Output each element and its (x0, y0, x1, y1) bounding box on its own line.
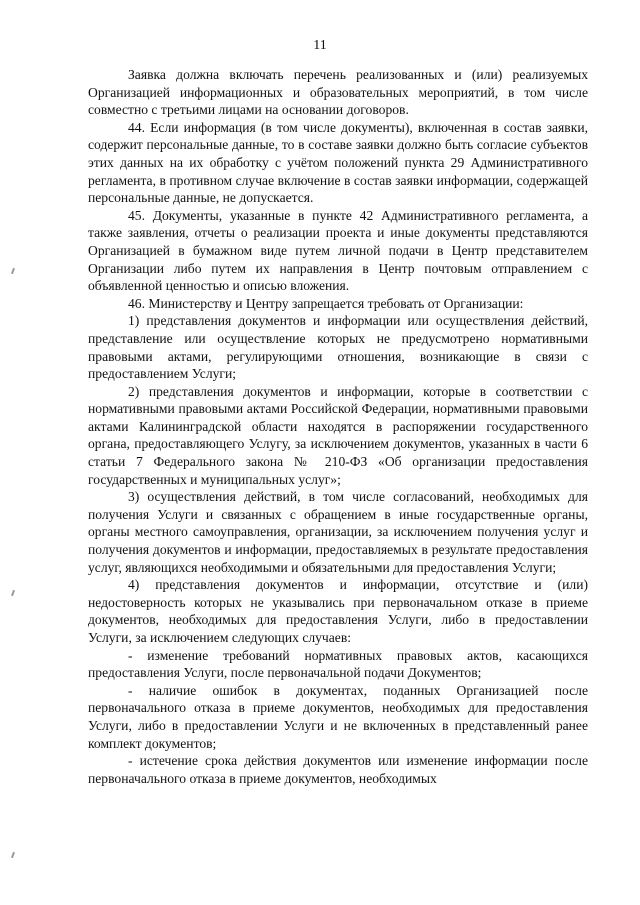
paragraph-46: 46. Министерству и Центру запрещается требовать от Организации: (128, 295, 524, 311)
paragraph-45: 45. Документы, указанные в пункте 42 Административного регламента, а также заявления, отчеты о реализации проекта и иные документы представляются Организацией в бумажном виде путем личной подачи в Центр представителем Организации либо путем их направления в Центр почтовым отправлением с объявленной ценностью и описью вложения. (88, 207, 588, 294)
list-item-3: 3) осуществления действий, в том числе согласований, необходимых для получения Услуги и связанных с обращением в иные государственные органы, органы местного самоуправления, организации, за исключением получения услуг и получения документов и информации, предоставляемых в результате предоставления услуг, являющихся необходимыми и обязательными для предоставления Услуги; (88, 489, 588, 575)
exception-item-3: - истечение срока действия документов или изменение информации после первоначального отказа в приеме документов, необходимых (88, 753, 588, 786)
list-item-4: 4) представления документов и информации, отсутствие и (или) недостоверность которых не указывались при первоначальном отказе в приеме документов, необходимых для предоставления Услуги, либо в предоставлении Услуги, за исключением следующих случаев: (88, 577, 588, 645)
paragraph-application-contents: Заявка должна включать перечень реализованных и (или) реализуемых Организацией информационных и образовательных мероприятий, в том числе совместно с третьими лицами на основании договоров. (88, 67, 588, 118)
list-item-1: 1) представления документов и информации или осуществления действий, представление или осуществление которых не предусмотрено нормативными правовыми актами, регулирующими отношения, возникающие в связи с предоставлением Услуги; (88, 313, 588, 382)
document-body (88, 66, 588, 787)
list-item-2: 2) представления документов и информации, которые в соответствии с нормативными правовыми актами Российской Федерации, нормативными правовыми актами Калининградской области находятся в распоряжении государственного органа, предоставляющего Услугу, за исключением документов, указанных в части 6 статьи 7 Федерального закона № 210-ФЗ «Об организации предоставления государственных и муниципальных услуг»; (88, 383, 588, 487)
scan-artifact-mark (11, 590, 15, 596)
exception-item-1: - изменение требований нормативных правовых актов, касающихся предоставления Услуги, после первоначальной подачи Документов; (88, 647, 588, 681)
scan-artifact-mark (11, 852, 15, 858)
page-number: 11 (313, 38, 327, 53)
scan-artifact-mark (11, 268, 15, 274)
paragraph-44: 44. Если информация (в том числе документы), включенная в состав заявки, содержит персональные данные, то в составе заявки должно быть согласие субъектов этих данных на их обработку с учётом положений пункта 29 Административного регламента, в противном случае включение в состав заявки информации, содержащей персональные данные, не допускается. (88, 119, 588, 206)
exception-item-2: - наличие ошибок в документах, поданных Организацией после первоначального отказа в приеме документов, необходимых для предоставления Услуги, либо в предоставлении Услуги и не включенных в представленный ранее комплект документов; (88, 682, 588, 751)
